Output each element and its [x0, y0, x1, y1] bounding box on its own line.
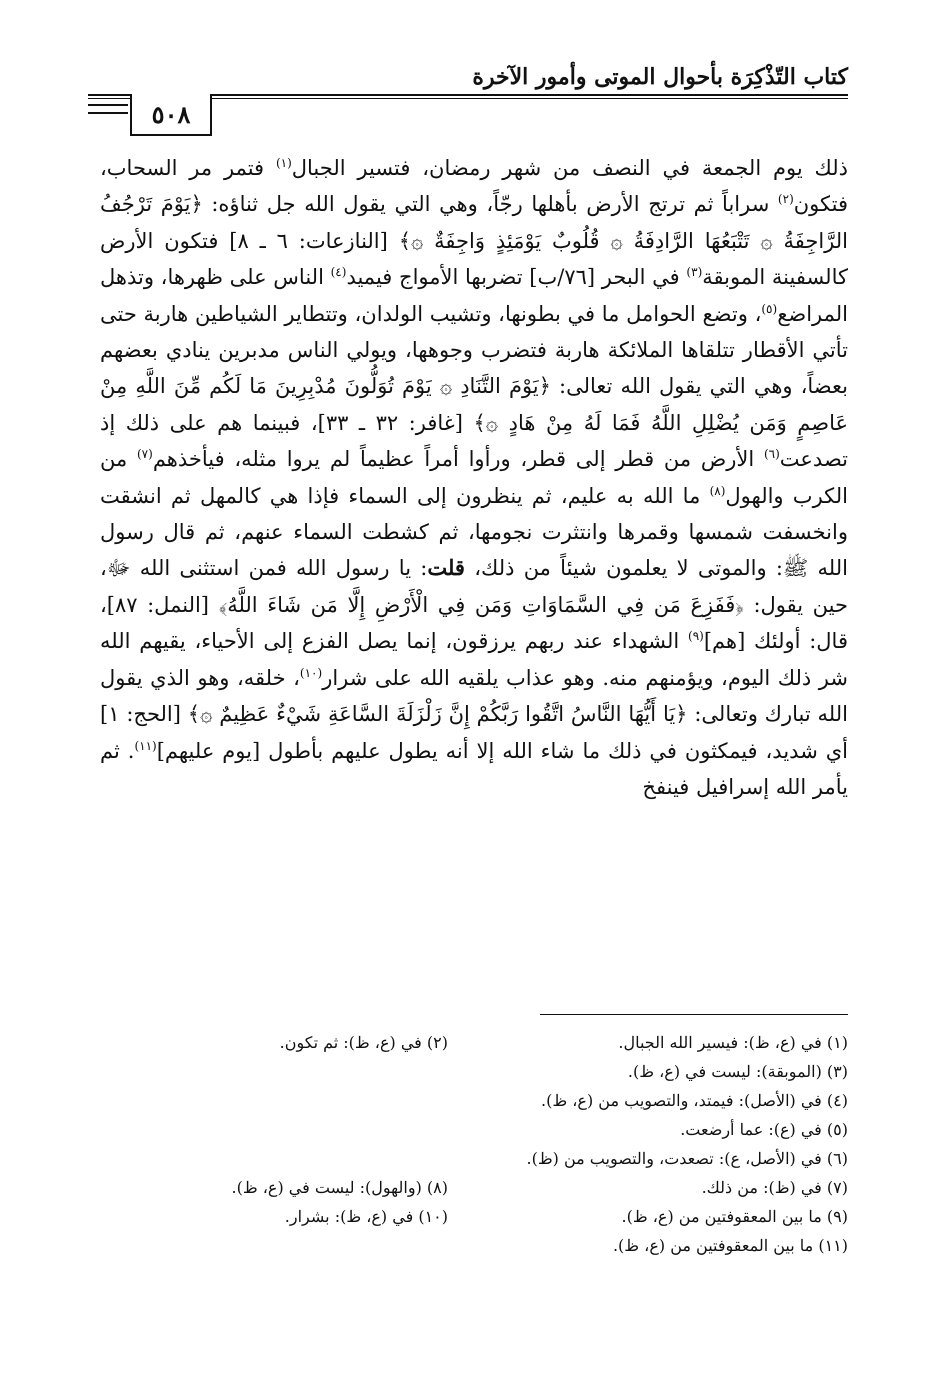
footnote-row — [120, 1057, 848, 1086]
footnote-mark: (٦) — [763, 447, 780, 462]
footnote-4: (٤) في (الأصل): فيمتد، والتصويب من (ع، ظ). — [541, 1091, 848, 1110]
footnote-mark: (١١) — [134, 738, 157, 753]
quran-verse: ﴿يَا أَيُّهَا النَّاسُ اتَّقُوا رَبَّكُمْ إِنَّ زَلْزَلَةَ السَّاعَةِ شَيْءٌ عَظِيمٌ ۞﴾ — [187, 702, 688, 727]
page-number: ٥٠٨ — [130, 94, 212, 136]
footnote-separator — [540, 1014, 848, 1015]
book-title: كتاب التّذْكِرَة بأحوال الموتى وأمور الآخرة — [472, 64, 848, 90]
qult-label: قلت — [427, 555, 465, 581]
footnote-row — [120, 1231, 848, 1260]
footnote-row — [120, 1144, 848, 1173]
footnote-row — [120, 1202, 848, 1231]
page-header — [88, 58, 848, 129]
footnote-3: (٣) (الموبقة): ليست في (ع، ظ). — [627, 1062, 848, 1081]
footnote-11: (١١) ما بين المعقوفتين من (ع، ظ). — [612, 1236, 848, 1255]
main-paragraph: ذلك يوم الجمعة في النصف من شهر رمضان، فتسير الجبال$^{(١)}$ فتمر مر السحاب، فتكون$^{(٢)}$ سراباً ثم ترتج الأرض بأهلها رجّاً، وهي التي يقول الله جل ثناؤه: ﴿يَوْمَ تَرْجُفُ الرَّاجِفَةُ ۞ تَتْبَعُهَا الرَّادِفَةُ ۞ قُلُوبٌ يَوْمَئِذٍ وَاجِفَةٌ ۞﴾ [النازعات: ٦ ـ ٨] فتكون الأرض كالسفينة الموبقة$^{(٣)}$ في البحر [٧٦/ب] تضربها الأمواج فيميد$^{(٤)}$ الناس على ظهرها، وتذهل المراضع$^{(٥)}$، وتضع الحوامل ما في بطونها، وتشيب الولدان، وتتطاير الشياطين هاربة حتى تأتي الأقطار تتلقاها الملائكة هاربة فتضرب وجوهها، ويولي الناس مدبرين ينادي بعضهم بعضاً، وهي التي يقول الله تعالى: ﴿يَوْمَ التَّنَادِ ۞ يَوْمَ تُوَلُّونَ مُدْبِرِينَ مَا لَكُم مِّنَ اللَّهِ مِنْ عَاصِمٍ وَمَن يُضْلِلِ اللَّهُ فَمَا لَهُ مِنْ هَادٍ ۞﴾ [غافر: ٣٢ ـ ٣٣]، فبينما هم على ذلك إذ تصدعت$^{(٦)}$ الأرض من قطر إلى قطر، ورأوا أمراً عظيماً لم يروا مثله، فيأخذهم$^{(٧)}$ من الكرب والهول$^{(٨)}$ ما الله به عليم، ثم ينظرون إلى السماء فإذا هي كالمهل ثم انشقت وانخسفت شمسها وقمرها وانتثرت نجومها، ثم كشطت السماء عنهم، ثم قال رسول الله ﷺ: والموتى لا يعلمون شيئاً من ذلك، قلت: يا رسول الله فمن استثنى الله ﷻ، حين يقول: ﴿فَفَزِعَ مَن فِي السَّمَاوَاتِ وَمَن فِي الْأَرْضِ إِلَّا مَن شَاءَ اللَّهُ﴾ [النمل: ٨٧]، قال: أولئك [هم]$^{(٩)}$ الشهداء عند ربهم يرزقون، إنما يصل الفزع إلى الأحياء، يقيهم الله شر ذلك اليوم، ويؤمنهم منه. وهو عذاب يلقيه الله على شرار$^{(١٠)}$، خلقه، وهو الذي يقول الله تبارك وتعالى: ﴿يَا أَيُّهَا النَّاسُ اتَّقُوا رَبَّكُمْ إِنَّ زَلْزَلَةَ السَّاعَةِ شَيْءٌ عَظِيمٌ ۞﴾ [الحج: ١] أي شديد، فيمكثون في ذلك ما شاء الله إلا أنه يطول عليهم بأطول [يوم عليهم]$^{(١١)}$. ثم يأمر الله إسرافيل فينفخ — [100, 156, 849, 799]
footnote-row — [120, 1115, 848, 1144]
footnote-10: (١٠) في (ع، ظ): بشرار. — [284, 1207, 448, 1226]
footnote-8: (٨) (والهول): ليست في (ع، ظ). — [231, 1178, 448, 1197]
footnote-mark: (٩) — [688, 629, 704, 644]
footnote-mark: (١) — [275, 156, 292, 170]
footnote-mark: (٤) — [330, 265, 347, 280]
footnote-mark: (٧) — [136, 447, 153, 462]
footnote-mark: (٨) — [709, 483, 726, 498]
footnote-1: (١) في (ع، ظ): فيسير الله الجبال. — [618, 1033, 848, 1052]
footnote-5: (٥) في (ع): عما أرضعت. — [680, 1120, 848, 1139]
quran-verse: ﴿يَوْمَ تَرْجُفُ الرَّاجِفَةُ ۞ تَتْبَعُهَا الرَّادِفَةُ ۞ قُلُوبٌ يَوْمَئِذٍ وَاجِفَةٌ ۞﴾ — [100, 192, 848, 253]
header-rule-end — [88, 104, 128, 114]
footnote-mark: (٢) — [777, 192, 794, 207]
footnote-7: (٧) في (ظ): من ذلك. — [701, 1178, 848, 1197]
footnotes — [120, 1028, 848, 1260]
main-text — [100, 150, 848, 805]
footnote-9: (٩) ما بين المعقوفتين من (ع، ظ). — [621, 1207, 848, 1226]
footnote-6: (٦) في (الأصل، ع): تصعدت، والتصويب من (ظ). — [526, 1149, 848, 1168]
footnote-row — [120, 1086, 848, 1115]
footnote-mark: (٥) — [761, 301, 778, 316]
footnote-row — [120, 1173, 848, 1202]
footnote-mark: (٣) — [686, 265, 703, 280]
quran-verse: ﴿فَفَزِعَ مَن فِي السَّمَاوَاتِ وَمَن فِي الْأَرْضِ إِلَّا مَن شَاءَ اللَّهُ﴾ — [218, 592, 744, 617]
footnote-mark: (١٠) — [299, 665, 323, 680]
quran-verse: ﴿يَوْمَ التَّنَادِ ۞ يَوْمَ تُوَلُّونَ مُدْبِرِينَ مَا لَكُم مِّنَ اللَّهِ مِنْ عَاصِمٍ وَمَن يُضْلِلِ اللَّهُ فَمَا لَهُ مِنْ هَادٍ ۞﴾ — [100, 374, 848, 435]
footnote-row — [120, 1028, 848, 1057]
footnote-2: (٢) في (ع، ظ): ثم تكون. — [279, 1033, 448, 1052]
